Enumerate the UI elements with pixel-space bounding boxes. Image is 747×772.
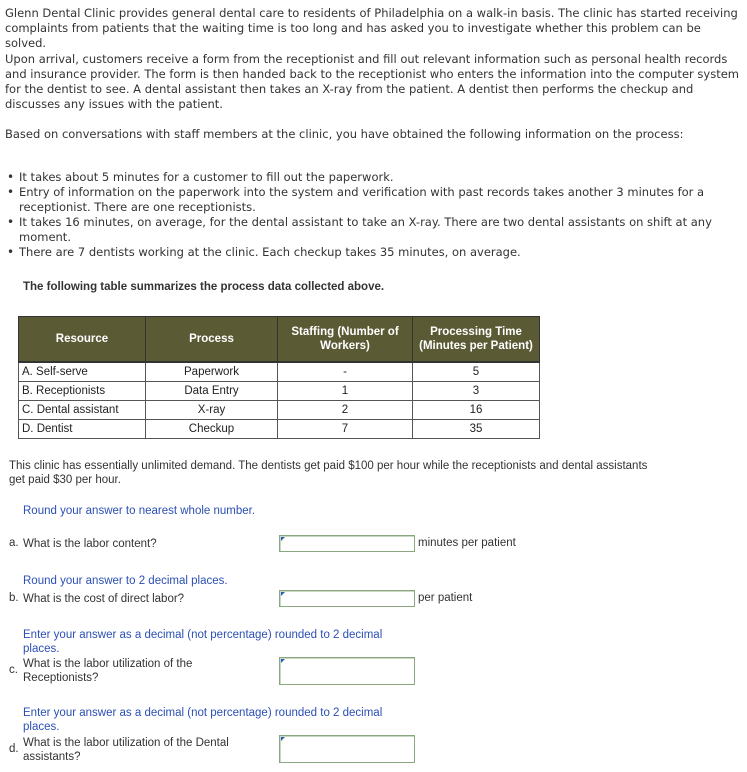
question-a-hint: Round your answer to nearest whole number.	[23, 505, 256, 517]
table-row	[19, 382, 540, 401]
cell-processing-time: 5	[413, 362, 540, 382]
question-b-letter: b.	[9, 592, 19, 604]
cell-staffing: 2	[278, 401, 413, 420]
intro-paragraph-1: Glenn Dental Clinic provides general dental care to residents of Philadelphia on a walk-in basis. The clinic has started receiving complaints from patients that the waiting time is too long and has asked you to investigate whether this problem can be solved.	[5, 6, 738, 50]
list-item: • There are 7 dentists working at the clinic. Each checkup takes 35 minutes, on average.	[7, 245, 521, 259]
list-item: • It takes about 5 minutes for a customer to fill out the paperwork.	[7, 170, 394, 184]
question-a-letter: a.	[9, 537, 19, 549]
answer-b-input[interactable]	[279, 590, 415, 607]
answer-a-flag-icon	[281, 537, 285, 541]
bullet-icon: •	[7, 170, 15, 184]
cell-processing-time: 35	[413, 420, 540, 439]
table-row	[19, 362, 540, 382]
answer-c-flag-icon	[281, 659, 285, 663]
table-caption: The following table summarizes the process data collected above.	[23, 281, 385, 293]
table-header-row	[19, 317, 540, 363]
bullet-icon: •	[7, 185, 15, 199]
question-b-hint: Round your answer to 2 decimal places.	[23, 575, 228, 587]
question-d-letter: d.	[9, 743, 19, 755]
cell-processing-time: 16	[413, 401, 540, 420]
answer-d-flag-icon	[281, 737, 285, 741]
list-item: • Entry of information on the paperwork into the system and verification with past records takes another 3 minutes for a receptionist. There are one receptionists.	[7, 185, 705, 214]
cell-staffing: 7	[278, 420, 413, 439]
answer-c-input[interactable]	[279, 657, 415, 685]
answer-b-unit: per patient	[418, 592, 473, 604]
question-d-text: What is the labor utilization of the Dental assistants?	[23, 737, 229, 763]
question-c-letter: c.	[9, 664, 18, 676]
intro-paragraph-2: Upon arrival, customers receive a form from the receptionist and fill out relevant information such as personal health records and insurance provider. The form is then handed back to the receptionist who enters the information into the computer system for the dentist to see. A dental assistant then takes an X-ray from the patient. A dentist then performs the checkup and discusses any issues with the patient.	[5, 52, 739, 111]
header-processing-time: Processing Time (Minutes per Patient)	[413, 317, 540, 363]
cell-resource: C. Dental assistant	[19, 401, 146, 420]
cell-process: Paperwork	[146, 362, 278, 382]
cell-processing-time: 3	[413, 382, 540, 401]
bullet-icon: •	[7, 245, 15, 259]
cell-resource: B. Receptionists	[19, 382, 146, 401]
cell-resource: A. Self-serve	[19, 362, 146, 382]
answer-d-input[interactable]	[279, 735, 415, 763]
answer-a-unit: minutes per patient	[418, 537, 516, 549]
cell-staffing: 1	[278, 382, 413, 401]
question-a-text: What is the labor content?	[23, 538, 157, 550]
bullet-icon: •	[7, 215, 15, 229]
question-d-hint: Enter your answer as a decimal (not percentage) rounded to 2 decimal places.	[23, 707, 383, 733]
intro-paragraph-3: Based on conversations with staff members at the clinic, you have obtained the following information on the process:	[5, 127, 684, 141]
question-c-text: What is the labor utilization of the Receptionists?	[23, 658, 193, 684]
process-facts-list	[5, 170, 743, 260]
header-process: Process	[146, 317, 278, 363]
list-item: • It takes 16 minutes, on average, for the dental assistant to take an X-ray. There are two dental assistants on shift at any moment.	[7, 215, 712, 244]
cell-resource: D. Dentist	[19, 420, 146, 439]
process-data-table	[18, 316, 540, 439]
cell-process: Checkup	[146, 420, 278, 439]
table-row	[19, 420, 540, 439]
question-c-hint: Enter your answer as a decimal (not percentage) rounded to 2 decimal places.	[23, 629, 383, 655]
answer-b-flag-icon	[281, 592, 285, 596]
question-b-text: What is the cost of direct labor?	[23, 593, 185, 605]
cell-process: Data Entry	[146, 382, 278, 401]
header-staffing: Staffing (Number of Workers)	[278, 317, 413, 363]
cell-staffing: -	[278, 362, 413, 382]
answer-a-input[interactable]	[279, 535, 415, 552]
cell-process: X-ray	[146, 401, 278, 420]
header-resource: Resource	[19, 317, 146, 363]
clinic-wage-note: This clinic has essentially unlimited demand. The dentists get paid $100 per hour while the receptionists and dental assistants get paid $30 per hour.	[9, 460, 648, 486]
table-row	[19, 401, 540, 420]
